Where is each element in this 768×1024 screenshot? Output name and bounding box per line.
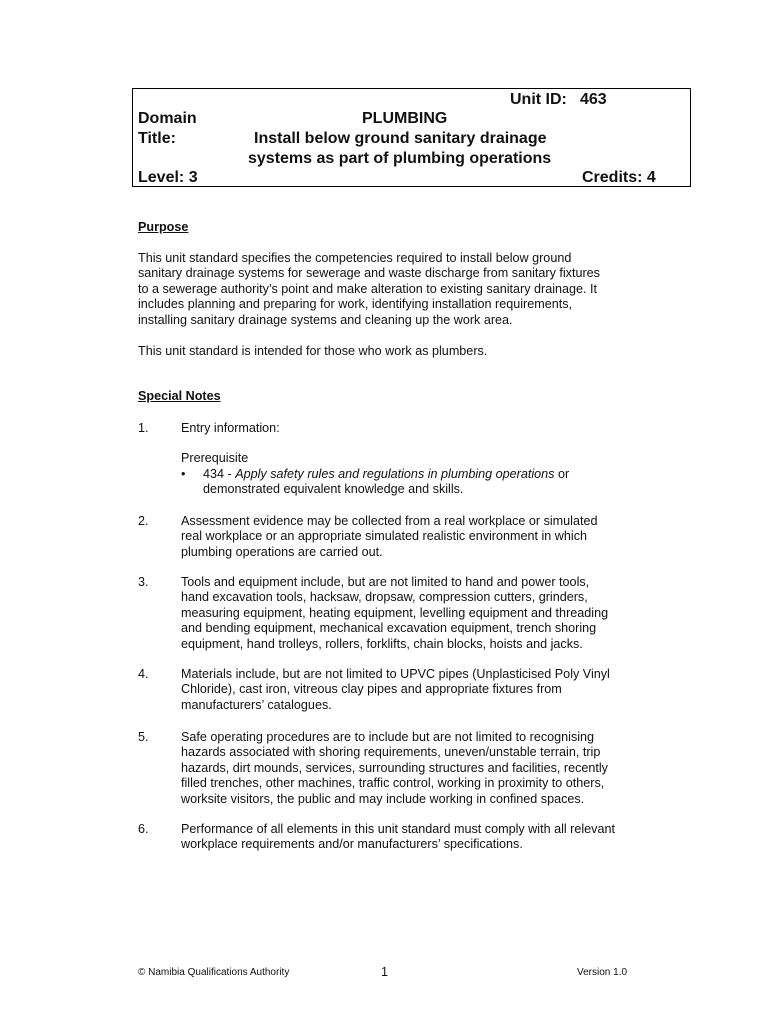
note-line: filled trenches, other machines, traffic control, working in proximity to others,: [181, 776, 605, 791]
note-line: manufacturers’ catalogues.: [181, 697, 332, 712]
note-line: Chloride), cast iron, vitreous clay pipes and appropriate fixtures from: [181, 682, 562, 697]
note-line: hazards, dirt mounds, services, surrounding structures and facilities, recently: [181, 760, 608, 775]
note-line: equipment, hand trolleys, rollers, forklifts, chain blocks, hoists and jacks.: [181, 636, 583, 651]
note-number: 6.: [138, 822, 149, 836]
note-5-body: [181, 730, 608, 807]
unit-id-label: Unit ID:: [510, 91, 567, 108]
purpose-line: sanitary drainage systems for sewerage and waste discharge from sanitary fixtures: [138, 266, 600, 281]
prerequisite-title: Apply safety rules and regulations in plumbing operations: [235, 467, 555, 481]
purpose-line: includes planning and preparing for work, identifying installation requirements,: [138, 297, 573, 312]
unit-id-value: 463: [580, 91, 607, 108]
note-number: 3.: [138, 575, 149, 589]
title-line-1: Install below ground sanitary drainage: [254, 130, 547, 147]
prerequisite-line-2: demonstrated equivalent knowledge and skills.: [203, 482, 464, 497]
note-line: plumbing operations are carried out.: [181, 544, 383, 559]
note-1-body: [181, 421, 280, 436]
purpose-line: This unit standard specifies the competencies required to install below ground: [138, 251, 572, 265]
footer-version: Version 1.0: [577, 967, 628, 978]
domain-label: Domain: [138, 110, 197, 127]
note-6-body: [181, 822, 615, 853]
note-number: 4.: [138, 667, 149, 681]
note-number: 1.: [138, 421, 149, 435]
note-4-body: [181, 667, 610, 713]
purpose-heading: Purpose: [138, 220, 189, 234]
note-line: Entry information:: [181, 421, 280, 435]
prerequisite-item: [203, 467, 569, 498]
title-line-2: systems as part of plumbing operations: [248, 150, 552, 167]
note-2-body: [181, 514, 597, 560]
note-line: hazards associated with shoring requirements, uneven/unstable terrain, trip: [181, 745, 601, 760]
note-line: real workplace or an appropriate simulated realistic environment in which: [181, 529, 587, 544]
purpose-audience: This unit standard is intended for those who work as plumbers.: [138, 344, 488, 358]
bullet-icon: •: [181, 467, 186, 481]
purpose-line: to a sewerage authority’s point and make alteration to existing sanitary drainage. It: [138, 281, 598, 296]
purpose-paragraph: [138, 251, 600, 328]
prerequisite-rest: or: [554, 467, 570, 481]
note-line: Tools and equipment include, but are not limited to hand and power tools,: [181, 575, 590, 589]
header-box-right-tick: [688, 89, 690, 127]
note-line: Performance of all elements in this unit standard must comply with all relevant: [181, 822, 615, 836]
title-label: Title:: [138, 130, 176, 147]
note-line: worksite visitors, the public and may include working in confined spaces.: [181, 791, 585, 806]
purpose-line: installing sanitary drainage systems and cleaning up the work area.: [138, 312, 513, 327]
credits: Credits: 4: [582, 169, 656, 186]
footer-copyright: © Namibia Qualifications Authority: [138, 967, 290, 978]
prerequisite-code: 434 -: [203, 467, 236, 481]
note-line: Safe operating procedures are to include but are not limited to recognising: [181, 730, 595, 744]
special-notes-heading: Special Notes: [138, 389, 221, 403]
note-3-body: [181, 575, 608, 652]
note-line: hand excavation tools, hacksaw, dropsaw, compression cutters, grinders,: [181, 590, 588, 605]
prerequisite-label: Prerequisite: [181, 451, 249, 465]
note-line: Materials include, but are not limited to UPVC pipes (Unplasticised Poly Vinyl: [181, 667, 610, 681]
note-number: 2.: [138, 514, 149, 528]
note-line: measuring equipment, heating equipment, levelling equipment and threading: [181, 605, 609, 620]
page-number: 1: [381, 965, 389, 979]
note-line: Assessment evidence may be collected from a real workplace or simulated: [181, 514, 598, 528]
note-line: and bending equipment, mechanical excavation equipment, trench shoring: [181, 621, 597, 636]
domain-value: PLUMBING: [362, 110, 448, 127]
note-line: workplace requirements and/or manufacturers’ specifications.: [181, 837, 523, 852]
note-number: 5.: [138, 730, 149, 744]
level: Level: 3: [138, 169, 198, 186]
